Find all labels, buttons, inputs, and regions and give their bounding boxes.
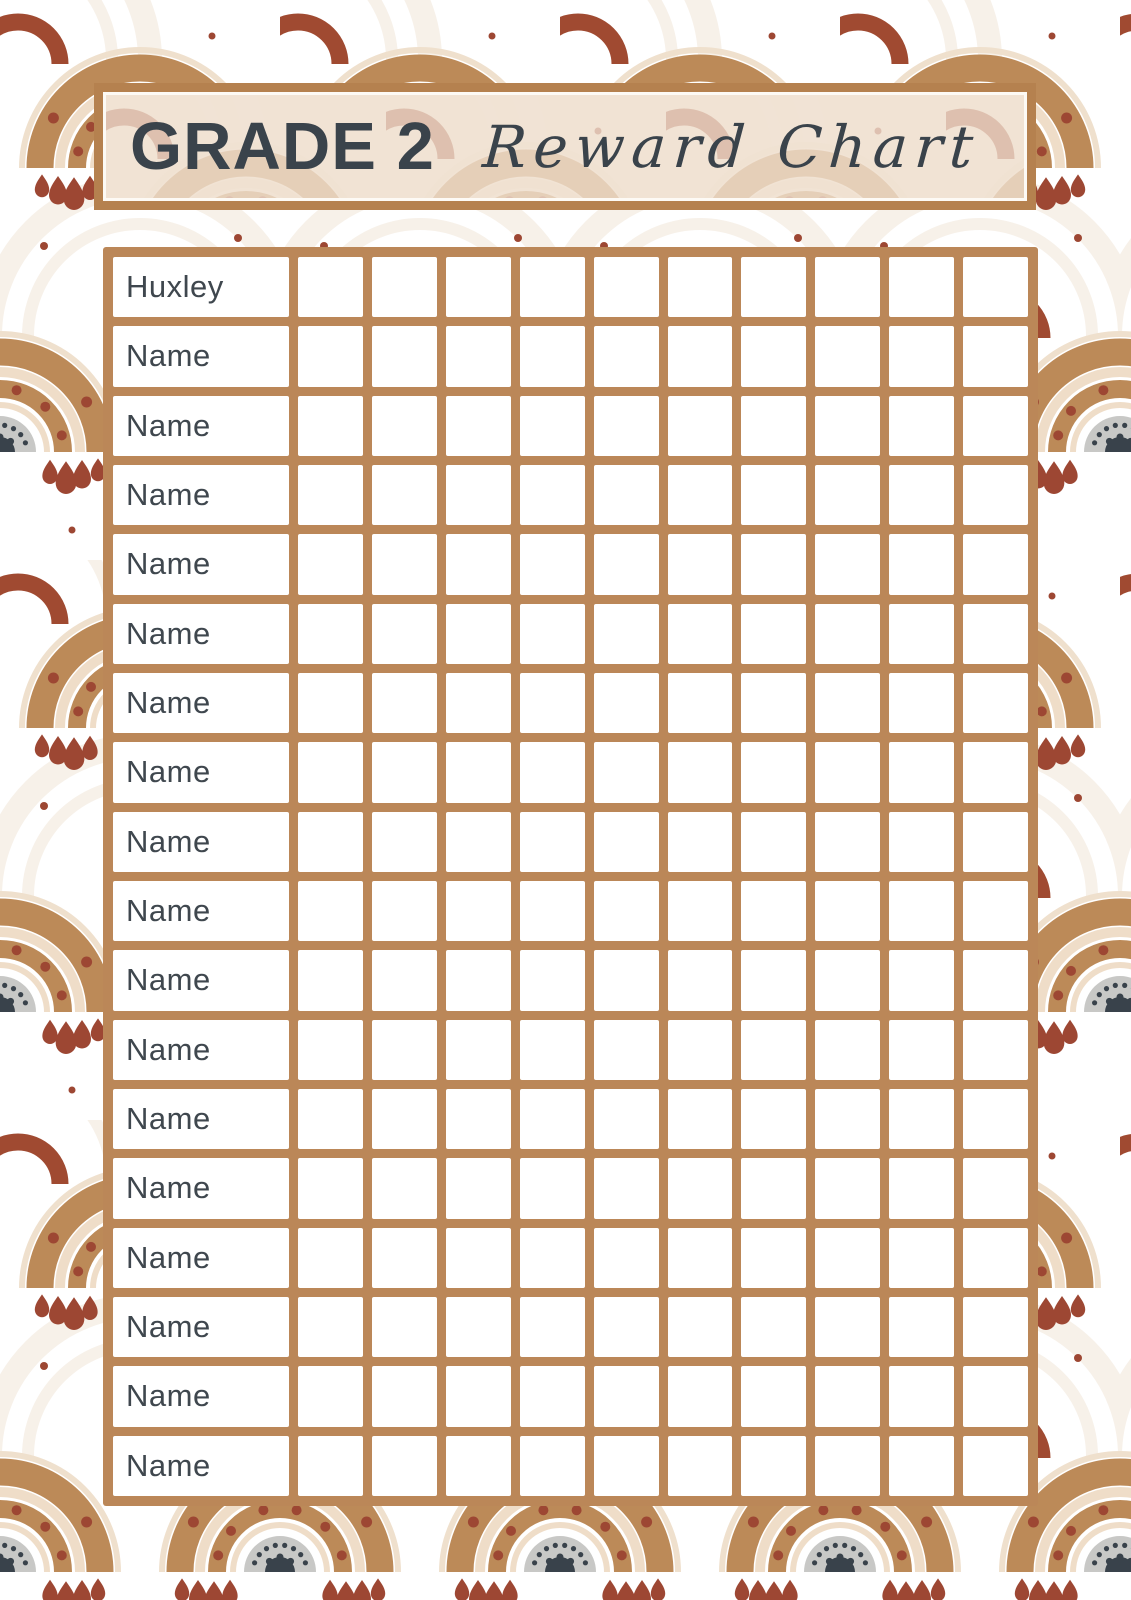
reward-cell[interactable] xyxy=(741,812,806,872)
title-banner xyxy=(94,83,1036,210)
reward-cell[interactable] xyxy=(815,257,880,317)
reward-cell[interactable] xyxy=(741,742,806,802)
reward-cell[interactable] xyxy=(963,881,1028,941)
reward-cell[interactable] xyxy=(963,534,1028,594)
reward-cell[interactable] xyxy=(372,1297,437,1357)
reward-cell[interactable] xyxy=(668,812,733,872)
reward-cell[interactable] xyxy=(594,742,659,802)
reward-cell[interactable] xyxy=(372,950,437,1010)
reward-cell[interactable] xyxy=(889,881,954,941)
reward-cell[interactable] xyxy=(446,534,511,594)
reward-cell[interactable] xyxy=(815,534,880,594)
reward-chart-table xyxy=(103,247,1038,1506)
reward-cell[interactable] xyxy=(889,1366,954,1426)
reward-cell[interactable] xyxy=(446,465,511,525)
student-name-cell[interactable]: Name xyxy=(113,396,289,456)
reward-cell[interactable] xyxy=(594,465,659,525)
reward-cell[interactable] xyxy=(446,1436,511,1496)
reward-cell[interactable] xyxy=(520,1297,585,1357)
reward-cell[interactable] xyxy=(668,326,733,386)
reward-cell[interactable] xyxy=(298,812,363,872)
reward-cell[interactable] xyxy=(963,1089,1028,1149)
reward-cell[interactable] xyxy=(594,812,659,872)
reward-cell[interactable] xyxy=(815,1436,880,1496)
reward-cell[interactable] xyxy=(372,326,437,386)
reward-cell[interactable] xyxy=(372,1366,437,1426)
reward-cell[interactable] xyxy=(741,534,806,594)
chart-script-title: Reward Chart xyxy=(480,112,983,181)
reward-cell[interactable] xyxy=(668,1020,733,1080)
reward-cell[interactable] xyxy=(889,673,954,733)
reward-cell[interactable] xyxy=(889,812,954,872)
reward-cell[interactable] xyxy=(520,326,585,386)
reward-cell[interactable] xyxy=(963,1158,1028,1218)
reward-cell[interactable] xyxy=(594,1158,659,1218)
reward-cell[interactable] xyxy=(520,604,585,664)
reward-cell[interactable] xyxy=(889,1297,954,1357)
reward-cell[interactable] xyxy=(372,257,437,317)
reward-cell[interactable] xyxy=(298,396,363,456)
reward-cell[interactable] xyxy=(668,534,733,594)
student-name-cell[interactable]: Name xyxy=(113,1228,289,1288)
reward-cell[interactable] xyxy=(815,812,880,872)
reward-cell[interactable] xyxy=(815,1020,880,1080)
reward-cell[interactable] xyxy=(741,1366,806,1426)
reward-cell[interactable] xyxy=(889,950,954,1010)
reward-cell[interactable] xyxy=(815,1228,880,1288)
reward-cell[interactable] xyxy=(963,465,1028,525)
reward-cell[interactable] xyxy=(446,1158,511,1218)
reward-cell[interactable] xyxy=(668,465,733,525)
reward-cell[interactable] xyxy=(889,1020,954,1080)
reward-cell[interactable] xyxy=(446,1020,511,1080)
reward-cell[interactable] xyxy=(815,1089,880,1149)
reward-cell[interactable] xyxy=(594,1297,659,1357)
reward-cell[interactable] xyxy=(594,1436,659,1496)
reward-cell[interactable] xyxy=(668,1089,733,1149)
reward-cell[interactable] xyxy=(668,673,733,733)
reward-cell[interactable] xyxy=(889,1228,954,1288)
reward-cell[interactable] xyxy=(298,1089,363,1149)
reward-cell[interactable] xyxy=(446,1366,511,1426)
reward-cell[interactable] xyxy=(889,604,954,664)
reward-cell[interactable] xyxy=(741,396,806,456)
student-name-cell[interactable]: Name xyxy=(113,1158,289,1218)
reward-cell[interactable] xyxy=(741,465,806,525)
reward-cell[interactable] xyxy=(298,673,363,733)
reward-cell[interactable] xyxy=(298,604,363,664)
reward-cell[interactable] xyxy=(889,326,954,386)
student-name-cell[interactable]: Name xyxy=(113,812,289,872)
reward-cell[interactable] xyxy=(815,1158,880,1218)
reward-cell[interactable] xyxy=(520,1366,585,1426)
reward-cell[interactable] xyxy=(446,881,511,941)
reward-cell[interactable] xyxy=(446,742,511,802)
reward-cell[interactable] xyxy=(446,257,511,317)
student-name-cell[interactable]: Name xyxy=(113,326,289,386)
reward-cell[interactable] xyxy=(520,534,585,594)
reward-cell[interactable] xyxy=(668,1366,733,1426)
reward-cell[interactable] xyxy=(963,1436,1028,1496)
reward-cell[interactable] xyxy=(372,465,437,525)
reward-cell[interactable] xyxy=(741,950,806,1010)
reward-cell[interactable] xyxy=(963,1366,1028,1426)
reward-cell[interactable] xyxy=(741,326,806,386)
reward-cell[interactable] xyxy=(594,1020,659,1080)
reward-cell[interactable] xyxy=(520,465,585,525)
reward-cell[interactable] xyxy=(963,396,1028,456)
reward-cell[interactable] xyxy=(594,257,659,317)
reward-cell[interactable] xyxy=(668,604,733,664)
reward-cell[interactable] xyxy=(298,950,363,1010)
reward-cell[interactable] xyxy=(520,257,585,317)
reward-cell[interactable] xyxy=(963,812,1028,872)
reward-cell[interactable] xyxy=(889,1158,954,1218)
reward-cell[interactable] xyxy=(963,326,1028,386)
reward-cell[interactable] xyxy=(815,950,880,1010)
reward-cell[interactable] xyxy=(889,1089,954,1149)
reward-cell[interactable] xyxy=(815,604,880,664)
reward-cell[interactable] xyxy=(594,673,659,733)
reward-cell[interactable] xyxy=(741,1158,806,1218)
reward-cell[interactable] xyxy=(594,604,659,664)
reward-cell[interactable] xyxy=(963,742,1028,802)
reward-cell[interactable] xyxy=(298,742,363,802)
reward-cell[interactable] xyxy=(446,1297,511,1357)
reward-cell[interactable] xyxy=(594,1228,659,1288)
reward-cell[interactable] xyxy=(668,1228,733,1288)
reward-cell[interactable] xyxy=(741,673,806,733)
reward-cell[interactable] xyxy=(668,881,733,941)
reward-cell[interactable] xyxy=(372,673,437,733)
reward-cell[interactable] xyxy=(741,257,806,317)
reward-cell[interactable] xyxy=(963,1228,1028,1288)
reward-cell[interactable] xyxy=(520,1228,585,1288)
reward-cell[interactable] xyxy=(963,257,1028,317)
reward-cell[interactable] xyxy=(298,534,363,594)
reward-cell[interactable] xyxy=(446,673,511,733)
reward-cell[interactable] xyxy=(815,881,880,941)
reward-cell[interactable] xyxy=(963,1020,1028,1080)
reward-cell[interactable] xyxy=(741,1228,806,1288)
student-name-cell[interactable]: Name xyxy=(113,881,289,941)
reward-cell[interactable] xyxy=(520,950,585,1010)
reward-cell[interactable] xyxy=(520,396,585,456)
reward-cell[interactable] xyxy=(741,881,806,941)
reward-cell[interactable] xyxy=(298,257,363,317)
student-name-cell[interactable]: Name xyxy=(113,534,289,594)
reward-cell[interactable] xyxy=(520,881,585,941)
student-name-cell[interactable]: Name xyxy=(113,1366,289,1426)
reward-cell[interactable] xyxy=(668,1158,733,1218)
student-name-cell[interactable]: Name xyxy=(113,1436,289,1496)
student-name-cell[interactable]: Name xyxy=(113,604,289,664)
reward-cell[interactable] xyxy=(298,1436,363,1496)
reward-cell[interactable] xyxy=(446,396,511,456)
reward-cell[interactable] xyxy=(741,604,806,664)
reward-cell[interactable] xyxy=(668,1297,733,1357)
reward-cell[interactable] xyxy=(815,742,880,802)
reward-cell[interactable] xyxy=(372,534,437,594)
student-name-cell[interactable]: Name xyxy=(113,1020,289,1080)
reward-cell[interactable] xyxy=(815,1297,880,1357)
reward-cell[interactable] xyxy=(741,1436,806,1496)
reward-cell[interactable] xyxy=(372,1436,437,1496)
reward-cell[interactable] xyxy=(594,950,659,1010)
reward-cell[interactable] xyxy=(741,1297,806,1357)
reward-cell[interactable] xyxy=(372,1158,437,1218)
reward-cell[interactable] xyxy=(963,950,1028,1010)
reward-cell[interactable] xyxy=(889,465,954,525)
reward-cell[interactable] xyxy=(520,812,585,872)
reward-cell[interactable] xyxy=(520,742,585,802)
grade-title: GRADE 2 xyxy=(130,109,435,184)
reward-cell[interactable] xyxy=(298,465,363,525)
reward-cell[interactable] xyxy=(520,1436,585,1496)
reward-cell[interactable] xyxy=(815,326,880,386)
reward-cell[interactable] xyxy=(741,1089,806,1149)
student-name-cell[interactable]: Name xyxy=(113,673,289,733)
reward-cell[interactable] xyxy=(668,742,733,802)
reward-cell[interactable] xyxy=(298,326,363,386)
reward-cell[interactable] xyxy=(594,881,659,941)
reward-cell[interactable] xyxy=(446,812,511,872)
reward-cell[interactable] xyxy=(963,673,1028,733)
reward-cell[interactable] xyxy=(889,396,954,456)
reward-cell[interactable] xyxy=(668,257,733,317)
reward-cell[interactable] xyxy=(594,1089,659,1149)
reward-cell[interactable] xyxy=(372,742,437,802)
reward-cell[interactable] xyxy=(298,1228,363,1288)
reward-cell[interactable] xyxy=(594,326,659,386)
reward-cell[interactable] xyxy=(372,1089,437,1149)
reward-cell[interactable] xyxy=(520,1158,585,1218)
reward-cell[interactable] xyxy=(741,1020,806,1080)
reward-cell[interactable] xyxy=(889,1436,954,1496)
reward-cell[interactable] xyxy=(889,257,954,317)
reward-cell[interactable] xyxy=(520,1089,585,1149)
reward-cell[interactable] xyxy=(594,396,659,456)
reward-cell[interactable] xyxy=(372,812,437,872)
reward-cell[interactable] xyxy=(298,1158,363,1218)
reward-cell[interactable] xyxy=(298,1020,363,1080)
reward-cell[interactable] xyxy=(963,1297,1028,1357)
reward-cell[interactable] xyxy=(372,881,437,941)
reward-cell[interactable] xyxy=(298,881,363,941)
reward-cell[interactable] xyxy=(520,1020,585,1080)
title-banner-inner xyxy=(106,95,1024,198)
student-name-cell[interactable]: Name xyxy=(113,950,289,1010)
reward-cell[interactable] xyxy=(815,1366,880,1426)
reward-cell[interactable] xyxy=(372,1020,437,1080)
reward-cell[interactable] xyxy=(446,950,511,1010)
reward-cell[interactable] xyxy=(372,604,437,664)
student-name-cell[interactable]: Name xyxy=(113,742,289,802)
student-name-cell[interactable]: Name xyxy=(113,465,289,525)
reward-cell[interactable] xyxy=(446,604,511,664)
student-name-cell[interactable]: Huxley xyxy=(113,257,289,317)
reward-cell[interactable] xyxy=(889,534,954,594)
reward-cell[interactable] xyxy=(446,1089,511,1149)
reward-cell[interactable] xyxy=(815,396,880,456)
reward-cell[interactable] xyxy=(446,1228,511,1288)
reward-cell[interactable] xyxy=(372,396,437,456)
reward-cell[interactable] xyxy=(668,396,733,456)
reward-cell[interactable] xyxy=(594,1366,659,1426)
reward-cell[interactable] xyxy=(298,1297,363,1357)
reward-cell[interactable] xyxy=(889,742,954,802)
student-name-cell[interactable]: Name xyxy=(113,1089,289,1149)
student-name-cell[interactable]: Name xyxy=(113,1297,289,1357)
reward-cell[interactable] xyxy=(668,1436,733,1496)
reward-cell[interactable] xyxy=(963,604,1028,664)
reward-cell[interactable] xyxy=(668,950,733,1010)
reward-cell[interactable] xyxy=(520,673,585,733)
reward-cell[interactable] xyxy=(446,326,511,386)
reward-cell[interactable] xyxy=(594,534,659,594)
reward-cell[interactable] xyxy=(372,1228,437,1288)
reward-cell[interactable] xyxy=(815,673,880,733)
reward-cell[interactable] xyxy=(298,1366,363,1426)
reward-cell[interactable] xyxy=(815,465,880,525)
